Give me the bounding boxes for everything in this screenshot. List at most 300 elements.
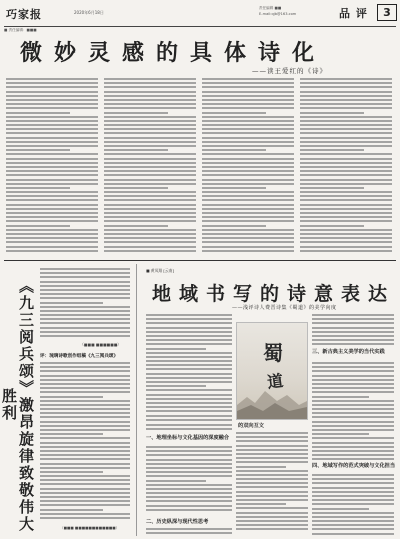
body-text-line — [202, 229, 294, 231]
body-text-line — [312, 383, 394, 385]
body-text-line — [312, 520, 394, 522]
body-text-line — [146, 410, 232, 412]
body-text-line — [6, 212, 98, 214]
body-text-line — [104, 195, 196, 197]
masthead — [4, 2, 396, 27]
body-text-line — [312, 454, 394, 456]
article2-column-tag: ■ 黄凤翔 [云南] — [146, 268, 174, 273]
body-text-line — [300, 128, 392, 130]
body-text-line — [6, 91, 98, 93]
body-text-line — [146, 356, 232, 358]
body-text-line — [146, 454, 232, 456]
body-text-line — [104, 208, 196, 210]
body-text-line — [202, 116, 294, 118]
body-text-line — [104, 233, 196, 235]
body-text-line — [312, 458, 394, 460]
body-text-line — [146, 463, 232, 465]
body-text-line — [104, 86, 196, 88]
body-text-line — [202, 225, 266, 227]
body-text-line — [104, 132, 196, 134]
article2-col-left-mid — [146, 446, 232, 513]
body-text-line — [40, 322, 130, 324]
body-text-line — [236, 499, 308, 501]
body-text-line — [300, 237, 392, 239]
body-text-line — [6, 82, 98, 84]
body-text-line — [202, 233, 294, 235]
body-text-line — [40, 404, 130, 406]
body-text-line — [202, 149, 266, 151]
body-text-line — [300, 103, 392, 105]
body-text-line — [300, 225, 364, 227]
body-text-line — [40, 446, 130, 448]
body-text-line — [202, 179, 294, 181]
body-text-line — [146, 339, 232, 341]
body-text-line — [40, 331, 130, 333]
body-text-line — [40, 391, 130, 393]
body-text-line — [202, 187, 266, 189]
body-text-line — [40, 488, 130, 490]
body-text-line — [300, 137, 392, 139]
body-text-line — [6, 166, 98, 168]
body-text-line — [202, 250, 294, 252]
body-text-line — [40, 463, 130, 465]
body-text-line — [202, 124, 294, 126]
article2-col-right-top — [312, 314, 394, 348]
body-text-line — [6, 112, 70, 114]
body-text-line — [6, 149, 70, 151]
body-text-line — [300, 120, 392, 122]
body-text-line — [146, 500, 232, 502]
body-text-line — [300, 208, 392, 210]
body-text-line — [40, 437, 130, 439]
body-text-line — [300, 220, 392, 222]
body-text-line — [202, 78, 294, 80]
body-text-line — [6, 170, 98, 172]
body-text-line — [312, 533, 394, 535]
body-text-line — [202, 237, 294, 239]
body-text-line — [202, 153, 294, 155]
body-text-line — [146, 348, 206, 350]
body-text-line — [312, 339, 394, 341]
body-text-line — [40, 433, 103, 435]
body-text-line — [312, 379, 394, 381]
body-text-line — [6, 208, 98, 210]
body-text-line — [312, 404, 394, 406]
body-text-line — [312, 335, 394, 337]
body-text-line — [40, 483, 130, 485]
sidebar-text-bottom — [40, 362, 130, 521]
body-text-line — [202, 99, 294, 101]
body-text-line — [202, 212, 294, 214]
article1-col3 — [202, 78, 294, 254]
body-text-line — [146, 528, 232, 530]
body-text-line — [146, 471, 232, 473]
body-text-line — [300, 183, 392, 185]
body-text-line — [202, 103, 294, 105]
body-text-line — [40, 509, 103, 511]
body-text-line — [202, 107, 294, 109]
article-divider — [4, 260, 396, 261]
body-text-line — [6, 153, 98, 155]
body-text-line — [236, 486, 308, 488]
body-text-line — [104, 128, 196, 130]
body-text-line — [40, 335, 130, 337]
body-text-line — [312, 425, 394, 427]
body-text-line — [104, 116, 196, 118]
section-heading-3: 三、新古典主义美学的当代实践 — [312, 349, 385, 355]
body-text-line — [236, 491, 308, 493]
body-text-line — [236, 474, 308, 476]
body-text-line — [202, 158, 294, 160]
body-text-line — [146, 343, 232, 345]
body-text-line — [6, 137, 98, 139]
body-text-line — [40, 429, 130, 431]
body-text-line — [312, 370, 394, 372]
body-text-line — [300, 174, 392, 176]
body-text-line — [146, 459, 232, 461]
body-text-line — [300, 233, 392, 235]
body-text-line — [6, 141, 98, 143]
body-text-line — [6, 103, 98, 105]
body-text-line — [300, 195, 392, 197]
body-text-line — [40, 297, 130, 299]
body-text-line — [146, 373, 232, 375]
article2-intro — [146, 314, 232, 423]
body-text-line — [6, 120, 98, 122]
book-title-char-1: 蜀 — [263, 341, 283, 365]
body-text-line — [146, 415, 232, 417]
body-text-line — [104, 220, 196, 222]
body-text-line — [202, 191, 294, 193]
body-text-line — [6, 99, 98, 101]
body-text-line — [202, 208, 294, 210]
body-text-line — [104, 91, 196, 93]
body-text-line — [312, 478, 394, 480]
body-text-line — [146, 446, 232, 448]
body-text-line — [202, 137, 294, 139]
body-text-line — [40, 314, 130, 316]
body-text-line — [104, 250, 196, 252]
body-text-line — [6, 220, 98, 222]
body-text-line — [236, 503, 286, 505]
body-text-line — [104, 149, 168, 151]
body-text-line — [104, 229, 196, 231]
body-text-line — [40, 327, 130, 329]
body-text-line — [40, 318, 130, 320]
body-text-line — [236, 457, 308, 459]
body-text-line — [312, 362, 394, 364]
body-text-line — [146, 532, 232, 534]
body-text-line — [300, 82, 392, 84]
body-text-line — [6, 241, 98, 243]
body-text-line — [146, 389, 232, 391]
body-text-line — [146, 368, 232, 370]
sidebar-footer: （■■■ ■■■■■■■■■■■■） — [60, 526, 120, 530]
body-text-line — [40, 517, 130, 519]
body-text-line — [312, 408, 394, 410]
body-text-line — [146, 394, 232, 396]
body-text-line — [40, 500, 130, 502]
body-text-line — [40, 276, 130, 278]
body-text-line — [312, 437, 394, 439]
body-text-line — [312, 446, 394, 448]
body-text-line — [312, 508, 369, 510]
article1-headline: 微妙灵感的具体诗化 — [20, 40, 327, 66]
body-text-line — [146, 406, 232, 408]
body-text-line — [40, 387, 130, 389]
body-text-line — [202, 145, 294, 147]
sidebar-divider — [136, 264, 137, 536]
body-text-line — [300, 149, 364, 151]
body-text-line — [146, 496, 232, 498]
body-text-line — [6, 145, 98, 147]
body-text-line — [312, 524, 394, 526]
body-text-line — [40, 379, 130, 381]
body-text-line — [300, 116, 392, 118]
body-text-line — [236, 466, 286, 468]
body-text-line — [40, 362, 130, 364]
body-text-line — [40, 268, 130, 270]
body-text-line — [300, 204, 392, 206]
body-text-line — [104, 103, 196, 105]
body-text-line — [104, 241, 196, 243]
body-text-line — [146, 428, 232, 430]
body-text-line — [146, 492, 232, 494]
body-text-line — [6, 116, 98, 118]
body-text-line — [312, 512, 394, 514]
body-text-line — [236, 432, 308, 434]
body-text-line — [146, 402, 232, 404]
body-text-line — [300, 250, 392, 252]
body-text-line — [146, 314, 232, 316]
body-text-line — [312, 429, 394, 431]
body-text-line — [146, 335, 232, 337]
article1-col1 — [6, 78, 98, 254]
masthead-info-line2: E-mail:qjb@163.com — [259, 12, 297, 16]
body-text-line — [202, 166, 294, 168]
body-text-line — [300, 166, 392, 168]
section-heading-1: 一、地理坐标与文化基因的深度融合 — [146, 435, 230, 441]
body-text-line — [202, 216, 294, 218]
body-text-line — [40, 496, 130, 498]
body-text-line — [300, 124, 392, 126]
body-text-line — [104, 212, 196, 214]
body-text-line — [104, 141, 196, 143]
body-text-line — [6, 250, 98, 252]
body-text-line — [312, 442, 394, 444]
body-text-line — [202, 128, 294, 130]
body-text-line — [300, 112, 364, 114]
body-text-line — [40, 281, 130, 283]
body-text-line — [104, 107, 196, 109]
editor-line: ■ 责任编辑：■■■ — [4, 28, 37, 32]
section-heading-2: 二、历史纵深与现代性思考 — [146, 519, 209, 525]
body-text-line — [312, 516, 394, 518]
article1-col4 — [300, 78, 392, 254]
body-text-line — [146, 424, 232, 426]
body-text-line — [312, 499, 394, 501]
body-text-line — [6, 191, 98, 193]
body-text-line — [312, 375, 394, 377]
body-text-line — [146, 480, 206, 482]
body-text-line — [40, 366, 130, 368]
body-text-line — [300, 179, 392, 181]
body-text-line — [236, 528, 308, 530]
body-text-line — [300, 91, 392, 93]
body-text-line — [300, 216, 392, 218]
body-text-line — [202, 220, 294, 222]
body-text-line — [104, 166, 196, 168]
body-text-line — [312, 503, 394, 505]
body-text-line — [202, 86, 294, 88]
body-text-line — [202, 91, 294, 93]
body-text-line — [146, 505, 232, 507]
body-text-line — [312, 366, 394, 368]
body-text-line — [104, 153, 196, 155]
body-text-line — [6, 199, 98, 201]
body-text-line — [312, 450, 394, 452]
body-text-line — [104, 112, 168, 114]
body-text-line — [6, 233, 98, 235]
body-text-line — [300, 191, 392, 193]
body-text-line — [104, 170, 196, 172]
body-text-line — [104, 95, 196, 97]
body-text-line — [104, 145, 196, 147]
section-heading-4: 四、地域写作的范式突破与文化担当 — [312, 463, 396, 469]
body-text-line — [40, 383, 130, 385]
body-text-line — [40, 412, 130, 414]
body-text-line — [312, 314, 394, 316]
article1-col2 — [104, 78, 196, 254]
body-text-line — [6, 179, 98, 181]
body-text-line — [40, 375, 130, 377]
body-text-line — [6, 183, 98, 185]
body-text-line — [236, 495, 308, 497]
body-text-line — [6, 225, 70, 227]
body-text-line — [6, 158, 98, 160]
body-text-line — [300, 199, 392, 201]
body-text-line — [6, 229, 98, 231]
body-text-line — [236, 482, 308, 484]
body-text-line — [300, 141, 392, 143]
body-text-line — [6, 124, 98, 126]
body-text-line — [6, 162, 98, 164]
body-text-line — [146, 377, 232, 379]
body-text-line — [312, 331, 394, 333]
mountain-illustration — [237, 383, 307, 419]
body-text-line — [6, 128, 98, 130]
body-text-line — [40, 302, 103, 304]
body-text-line — [236, 453, 308, 455]
body-text-line — [202, 82, 294, 84]
body-text-line — [146, 381, 232, 383]
body-text-line — [312, 400, 394, 402]
body-text-line — [6, 237, 98, 239]
body-text-line — [6, 195, 98, 197]
article2-subtitle: ——浅评诗人费晋诗集《蜀道》的美学向度 — [232, 305, 337, 311]
body-text-line — [202, 199, 294, 201]
body-text-line — [236, 440, 308, 442]
body-text-line — [104, 183, 196, 185]
body-text-line — [104, 137, 196, 139]
body-text-line — [202, 241, 294, 243]
body-text-line — [300, 187, 364, 189]
body-text-line — [40, 408, 130, 410]
body-text-line — [312, 474, 394, 476]
body-text-line — [300, 212, 392, 214]
body-text-line — [40, 293, 130, 295]
body-text-line — [146, 509, 232, 511]
body-text-line — [202, 174, 294, 176]
body-text-line — [40, 396, 103, 398]
sidebar-credit: （■■■ ■■■■■■） — [80, 342, 122, 347]
body-text-line — [40, 400, 130, 402]
article1-subhead: ——读王爱红的《诗》 — [252, 67, 327, 75]
body-text-line — [6, 78, 98, 80]
body-text-line — [300, 246, 392, 248]
body-text-line — [202, 132, 294, 134]
body-text-line — [6, 216, 98, 218]
body-text-line — [312, 391, 394, 393]
body-text-line — [236, 512, 308, 514]
body-text-line — [40, 310, 130, 312]
body-text-line — [146, 450, 232, 452]
body-text-line — [202, 183, 294, 185]
body-text-line — [40, 416, 130, 418]
body-text-line — [104, 162, 196, 164]
body-text-line — [104, 204, 196, 206]
body-text-line — [104, 120, 196, 122]
body-text-line — [146, 488, 232, 490]
body-text-line — [104, 199, 196, 201]
body-text-line — [300, 158, 392, 160]
body-text-line — [40, 513, 130, 515]
body-text-line — [40, 471, 103, 473]
body-text-line — [146, 322, 232, 324]
body-text-line — [146, 475, 232, 477]
body-text-line — [146, 327, 232, 329]
body-text-line — [40, 450, 130, 452]
body-text-line — [202, 120, 294, 122]
article2-col-right-mid — [312, 362, 394, 463]
body-text-line — [146, 419, 232, 421]
body-text-line — [300, 145, 392, 147]
article2-col-right-bottom — [312, 474, 394, 537]
body-text-line — [104, 237, 196, 239]
sidebar-vertical-title: 《九三阅兵颂》激昂旋律致敬伟大胜利 — [0, 277, 35, 533]
body-text-line — [104, 174, 196, 176]
body-text-line — [104, 216, 196, 218]
body-text-line — [300, 153, 392, 155]
body-text-line — [40, 306, 130, 308]
body-text-line — [40, 458, 130, 460]
body-text-line — [40, 421, 130, 423]
body-text-line — [146, 318, 232, 320]
body-text-line — [312, 396, 369, 398]
body-text-line — [236, 520, 308, 522]
body-text-line — [146, 331, 232, 333]
body-text-line — [236, 478, 308, 480]
body-text-line — [236, 470, 308, 472]
body-text-line — [40, 285, 130, 287]
body-text-line — [236, 516, 308, 518]
paper-name: 巧家报 — [6, 8, 42, 21]
body-text-line — [300, 78, 392, 80]
body-text-line — [312, 495, 394, 497]
body-text-line — [300, 132, 392, 134]
sidebar-subtitle: 评：琉璃诗歌创作组稿《九三阅兵颂》 — [40, 354, 119, 359]
body-text-line — [312, 416, 394, 418]
